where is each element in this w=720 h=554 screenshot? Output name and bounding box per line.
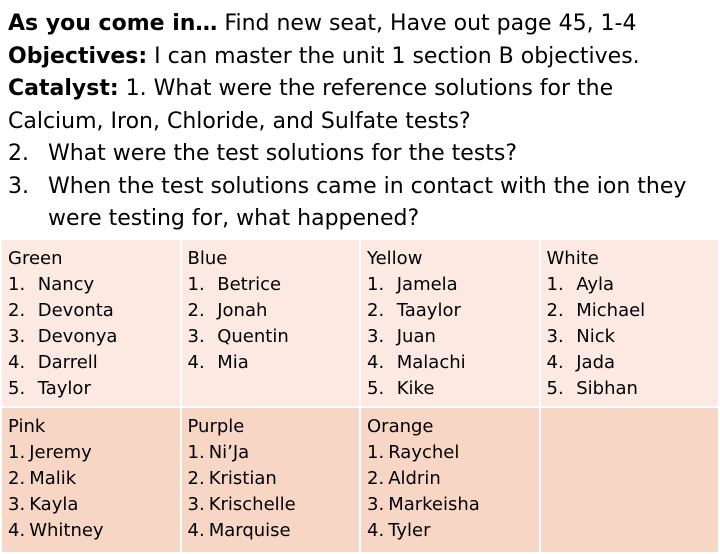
member-name: Marquise — [208, 520, 291, 541]
team-name: White — [546, 248, 599, 269]
member-number: 4. — [367, 352, 385, 373]
question-3-text: When the test solutions came in contact with the ion they — [48, 173, 687, 199]
member-name: Juan — [396, 326, 436, 347]
team-member — [547, 324, 715, 350]
team-member — [8, 376, 176, 402]
member-number: 3. — [367, 494, 385, 515]
member-name: Whitney — [29, 520, 104, 541]
member-number: 2. — [187, 468, 205, 489]
team-member — [547, 298, 715, 324]
member-name: Markeisha — [388, 494, 480, 515]
member-number: 5. — [8, 378, 26, 399]
team-member — [188, 350, 356, 376]
question-2 — [8, 138, 716, 171]
member-name: Aldrin — [388, 468, 441, 489]
question-3-continued: were testing for, what happened? — [48, 206, 420, 231]
team-member — [8, 298, 176, 324]
member-number: 3. — [187, 494, 205, 515]
team-member-list — [367, 440, 535, 544]
member-number: 1. — [187, 274, 205, 295]
question-1-text: What were the reference solutions for the — [153, 76, 614, 101]
objectives-line — [8, 41, 716, 74]
member-name: Devonya — [37, 326, 118, 347]
team-member — [8, 440, 176, 466]
member-name: Sibhan — [576, 378, 638, 399]
member-number: 4. — [187, 352, 205, 373]
team-name: Green — [8, 248, 63, 269]
member-number: 3. — [8, 326, 26, 347]
team-cell — [1, 407, 181, 553]
team-member — [8, 466, 176, 492]
member-number: 3. — [367, 326, 385, 347]
team-member-list — [8, 440, 176, 544]
team-member — [367, 376, 535, 402]
team-member — [547, 350, 715, 376]
member-name: Jeremy — [29, 442, 92, 463]
team-cell — [360, 407, 540, 553]
team-member — [8, 272, 176, 298]
team-member — [8, 350, 176, 376]
member-number: 4. — [367, 520, 385, 541]
member-number: 3. — [187, 326, 205, 347]
team-member — [188, 298, 356, 324]
member-number: 4. — [8, 352, 26, 373]
team-member — [547, 376, 715, 402]
team-member — [367, 492, 535, 518]
member-number: 3. — [8, 494, 26, 515]
question-1-number: 1. — [125, 76, 147, 101]
seating-row — [1, 239, 719, 407]
member-number: 1. — [187, 442, 205, 463]
objectives-label: Objectives: — [8, 43, 148, 69]
member-number: 2. — [8, 300, 26, 321]
member-number: 1. — [367, 274, 385, 295]
question-2-text: What were the test solutions for the tests? — [48, 141, 518, 166]
seating-table — [0, 238, 720, 554]
catalyst-label: Catalyst: — [8, 76, 119, 101]
member-name: Krischelle — [208, 494, 296, 515]
team-member — [8, 324, 176, 350]
team-member — [367, 298, 535, 324]
team-member — [367, 272, 535, 298]
member-name: Michael — [576, 300, 646, 321]
team-name: Pink — [8, 416, 46, 437]
team-cell — [1, 239, 181, 407]
team-name: Orange — [367, 416, 434, 437]
team-member — [367, 324, 535, 350]
member-name: Devonta — [37, 300, 114, 321]
team-member — [188, 440, 356, 466]
member-number: 4. — [546, 352, 564, 373]
member-number: 2. — [367, 300, 385, 321]
team-name: Purple — [187, 416, 245, 437]
team-member — [188, 324, 356, 350]
team-member-list — [367, 272, 535, 402]
member-number: 4. — [187, 520, 205, 541]
team-member-list — [547, 272, 715, 402]
team-member — [188, 518, 356, 544]
team-member-list — [8, 272, 176, 402]
member-name: Nick — [576, 326, 616, 347]
team-cell — [540, 239, 720, 407]
objectives-text: I can master the unit 1 section B objectives. — [154, 43, 640, 69]
question-3 — [8, 171, 716, 204]
member-name: Ni’Ja — [208, 442, 250, 463]
team-member — [367, 466, 535, 492]
member-name: Betrice — [217, 274, 282, 295]
team-member — [188, 466, 356, 492]
team-cell — [360, 239, 540, 407]
member-number: 5. — [367, 378, 385, 399]
member-number: 1. — [8, 274, 26, 295]
member-name: Malachi — [396, 352, 466, 373]
member-name: Jamela — [396, 274, 458, 295]
arrival-line — [8, 8, 716, 41]
member-name: Darrell — [37, 352, 98, 373]
question-2-number: 2. — [8, 141, 29, 166]
member-name: Ayla — [576, 274, 615, 295]
member-name: Kike — [396, 378, 435, 399]
team-member — [8, 518, 176, 544]
question-1-continued: Calcium, Iron, Chloride, and Sulfate tests? — [8, 108, 471, 134]
member-name: Mia — [217, 352, 249, 373]
question-3-number: 3. — [8, 173, 29, 199]
member-number: 1. — [367, 442, 385, 463]
catalyst-line — [8, 73, 716, 106]
member-name: Malik — [29, 468, 77, 489]
arrival-text: Find new seat, Have out page 45, 1-4 — [224, 11, 637, 36]
team-member-list — [188, 440, 356, 544]
member-number: 1. — [546, 274, 564, 295]
member-number: 4. — [8, 520, 26, 541]
member-name: Taaylor — [396, 300, 461, 321]
member-name: Nancy — [37, 274, 95, 295]
team-cell — [181, 407, 361, 553]
team-name: Yellow — [367, 248, 423, 269]
team-name: Blue — [187, 248, 228, 269]
member-name: Taylor — [37, 378, 91, 399]
team-cell — [181, 239, 361, 407]
member-number: 2. — [8, 468, 26, 489]
member-name: Tyler — [388, 520, 431, 541]
team-member — [8, 492, 176, 518]
member-number: 3. — [546, 326, 564, 347]
team-member — [188, 492, 356, 518]
member-name: Jonah — [217, 300, 268, 321]
member-number: 2. — [546, 300, 564, 321]
member-name: Quentin — [217, 326, 289, 347]
instructions-header — [8, 8, 716, 236]
seating-row — [1, 407, 719, 553]
member-name: Kayla — [29, 494, 79, 515]
member-name: Jada — [576, 352, 616, 373]
team-member — [188, 272, 356, 298]
member-number: 2. — [367, 468, 385, 489]
member-number: 2. — [187, 300, 205, 321]
member-name: Kristian — [208, 468, 277, 489]
team-member — [367, 350, 535, 376]
team-cell — [540, 407, 720, 553]
team-member — [547, 272, 715, 298]
team-member — [367, 440, 535, 466]
member-number: 1. — [8, 442, 26, 463]
member-name: Raychel — [388, 442, 460, 463]
arrival-label: As you come in… — [8, 11, 218, 36]
team-member — [367, 518, 535, 544]
member-number: 5. — [546, 378, 564, 399]
team-member-list — [188, 272, 356, 376]
